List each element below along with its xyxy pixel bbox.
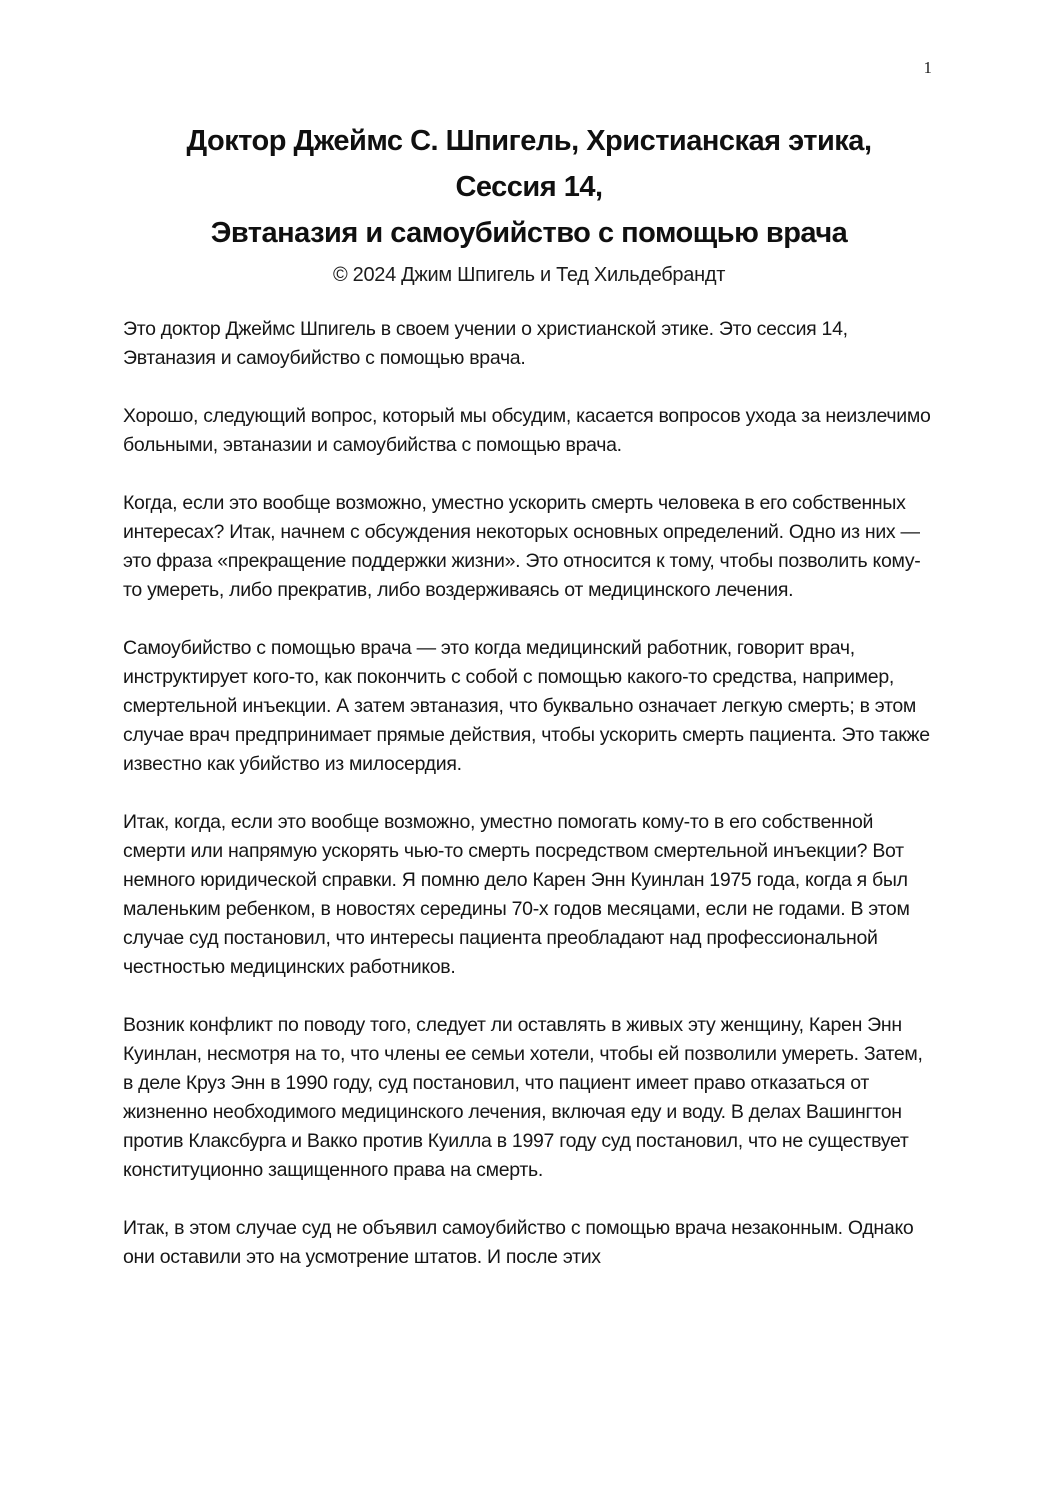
document-header (0, 0, 1058, 287)
paragraph-5: Итак, когда, если это вообще возможно, уместно помогать кому-то в его собственной смерти или напрямую ускорять чью-то смерть посредством смертельной инъекции? Вот немного юридической справки. Я помню дело Карен Энн Куинлан 1975 года, когда я был маленьким ребенком, в новостях середины 70-х годов месяцами, если не годами. В этом случае суд постановил, что интересы пациента преобладают над профессиональной честностью медицинских работников. (123, 811, 910, 978)
page-number: 1 (923, 58, 932, 77)
document-body (123, 315, 935, 1272)
title-line-2: Сессия 14, (455, 171, 603, 203)
paragraph-6: Возник конфликт по поводу того, следует ли оставлять в живых эту женщину, Карен Энн Куинлан, несмотря на то, что члены ее семьи хотели, чтобы ей позволили умереть. Затем, в деле Круз Энн в 1990 году, суд постановил, что пациент имеет право отказаться от жизненно необходимого медицинского лечения, включая еду и воду. В делах Вашингтон против Клаксбурга и Вакко против Куилла в 1997 году суд постановил, что не существует конституционно защищенного права на смерть. (123, 1014, 923, 1181)
title-line-3: Эвтаназия и самоубийство с помощью врача (210, 217, 848, 249)
copyright-line: © 2024 Джим Шпигель и Тед Хильдебрандт (332, 264, 726, 286)
title-line-1: Доктор Джеймс С. Шпигель, Христианская этика, (186, 125, 872, 157)
document-title (0, 118, 1058, 256)
paragraph-1: Это доктор Джеймс Шпигель в своем учении о христианской этике. Это сессия 14, Эвтаназия и самоубийство с помощью врача. (123, 318, 848, 369)
paragraph-7: Итак, в этом случае суд не объявил самоубийство с помощью врача незаконным. Однако они оставили это на усмотрение штатов. И после этих (123, 1217, 914, 1268)
paragraph-4: Самоубийство с помощью врача — это когда медицинский работник, говорит врач, инструктирует кого-то, как покончить с собой с помощью какого-то средства, например, смертельной инъекции. А затем эвтаназия, что буквально означает легкую смерть; в этом случае врач предпринимает прямые действия, чтобы ускорить смерть пациента. Это также известно как убийство из милосердия. (123, 637, 930, 775)
paragraph-2: Хорошо, следующий вопрос, который мы обсудим, касается вопросов ухода за неизлечимо больными, эвтаназии и самоубийства с помощью врача. (123, 405, 931, 456)
paragraph-3: Когда, если это вообще возможно, уместно ускорить смерть человека в его собственных интересах? Итак, начнем с обсуждения некоторых основных определений. Одно из них — это фраза «прекращение поддержки жизни». Это относится к тому, чтобы позволить кому-то умереть, либо прекратив, либо воздерживаясь от медицинского лечения. (123, 492, 921, 601)
